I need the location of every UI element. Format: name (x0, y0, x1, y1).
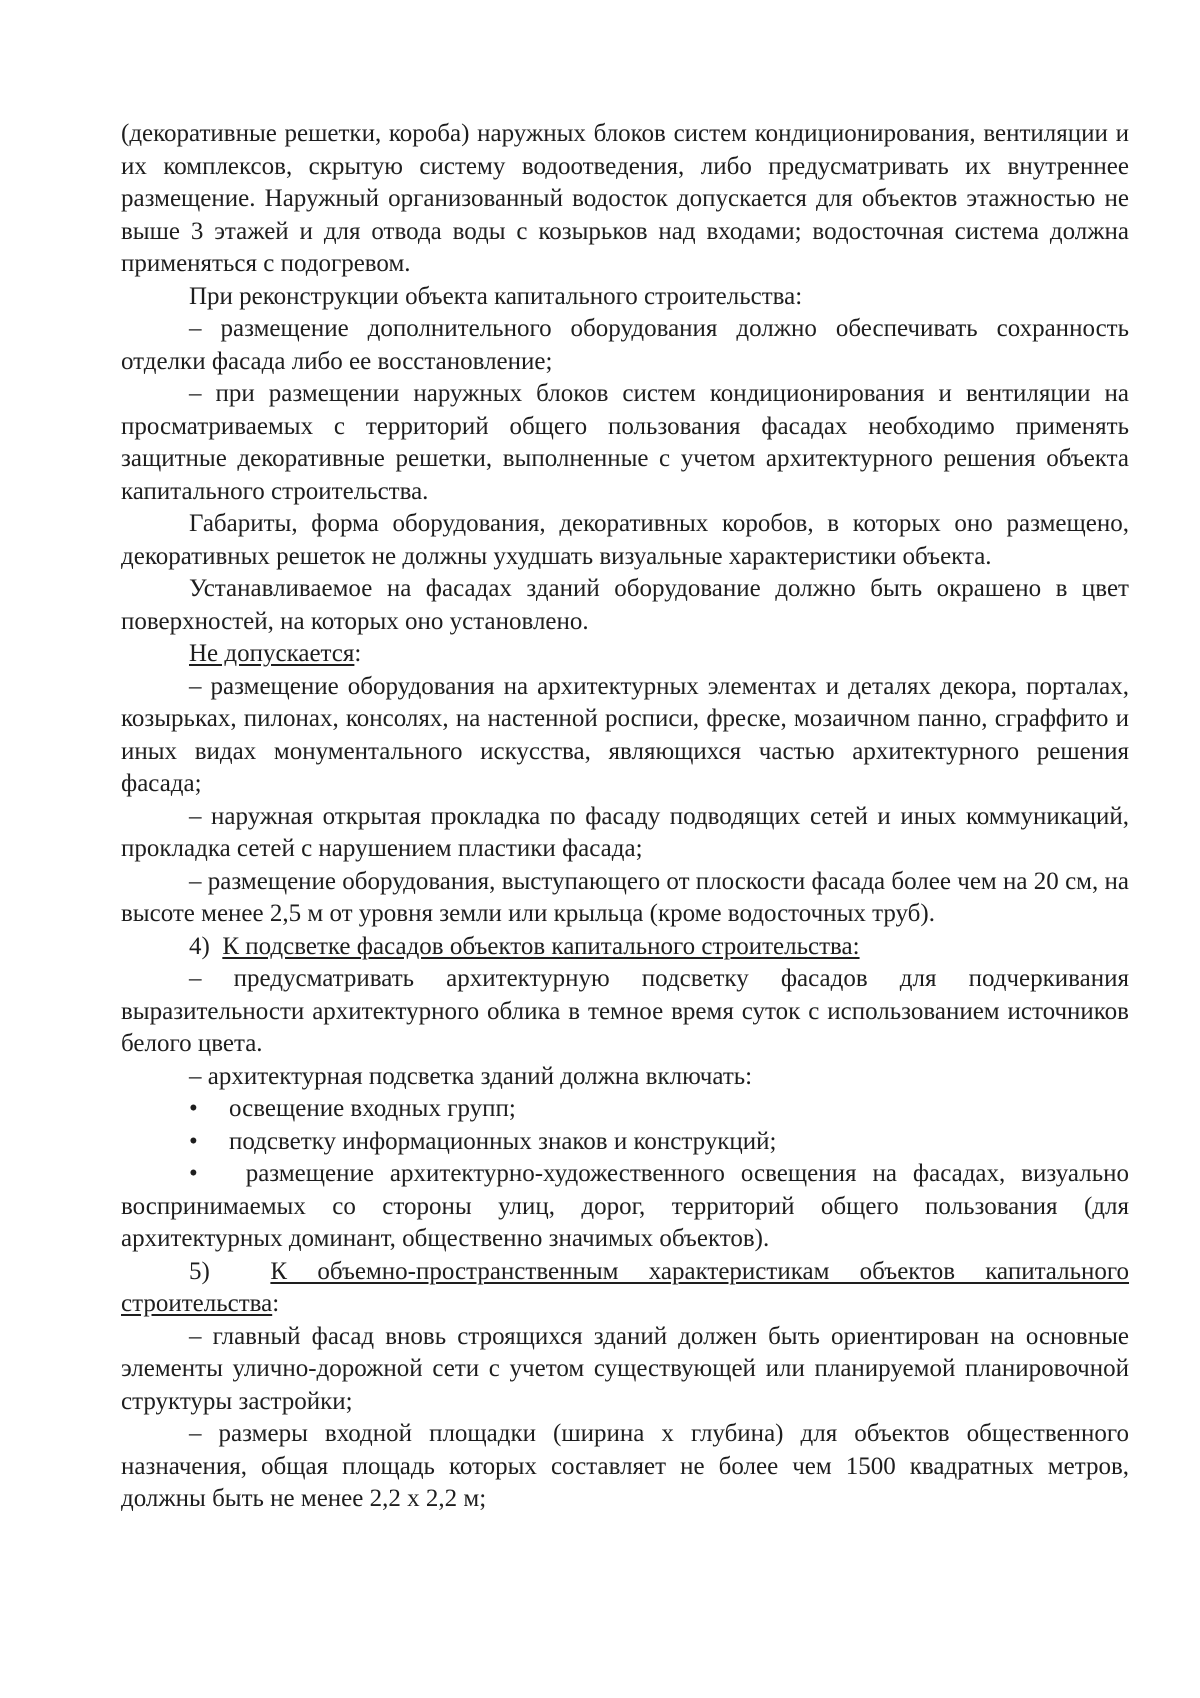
heading-not-allowed-text: Не допускается (189, 640, 355, 667)
heading-not-allowed-colon: : (354, 640, 362, 667)
heading-item-4-number: 4) (189, 932, 210, 960)
heading-item-5 (121, 1256, 1129, 1321)
paragraph-main-facade: – главный фасад вновь строящихся зданий должен быть ориентирован на основные элементы улично-дорожной сети с учетом существующей или планируемой планировочной структуры застройки; (121, 1322, 1129, 1415)
paragraph-painting: Устанавливаемое на фасадах зданий оборудование должно быть окрашено в цвет поверхностей, на которых оно установлено. (121, 575, 1129, 635)
paragraph-prohibited-protrusion: – размещение оборудования, выступающего от плоскости фасада более чем на 20 см, на высоте менее 2,5 м от уровня земли или крыльца (кроме водосточных труб). (121, 867, 1129, 927)
document-page (121, 118, 1129, 1516)
bullet-item-3 (121, 1158, 1129, 1256)
bullet-icon: • (189, 1160, 198, 1187)
bullet-item-2-text: подсветку информационных знаков и конструкций; (229, 1127, 777, 1155)
paragraph-prohibited-networks: – наружная открытая прокладка по фасаду подводящих сетей и иных коммуникаций, прокладка сетей с нарушением пластики фасада; (121, 802, 1129, 862)
paragraph-reconstruction: При реконструкции объекта капитального строительства: (189, 282, 803, 310)
heading-item-4 (121, 931, 1129, 964)
heading-item-4-text: К подсветке фасадов объектов капитального строительства: (222, 932, 860, 960)
paragraph-facade-equipment: (декоративные решетки, короба) наружных блоков систем кондиционирования, вентиляции и их комплексов, скрытую систему водоотведения, либо предусматривать их внутреннее размещение. Наружный организованный водосток допускается для объектов этажностью не выше 3 этажей и для отвода воды с козырьков над входами; водосточная система должна применяться с подогревом. (121, 120, 1129, 277)
paragraph-lighting: – предусматривать архитектурную подсветку фасадов для подчеркивания выразительности архитектурного облика в темное время суток с использованием источников белого цвета. (121, 965, 1129, 1057)
bullet-item-1-text: освещение входных групп; (229, 1095, 516, 1122)
paragraph-dimensions: Габариты, форма оборудования, декоративных коробов, в которых оно размещено, декоративных решеток не должны ухудшать визуальные характеристики объекта. (121, 510, 1129, 570)
paragraph-entrance-size: – размеры входной площадки (ширина х глубина) для объектов общественного назначения, общая площадь которых составляет не более чем 1500 квадратных метров, должны быть не менее 2,2 х 2,2 м; (121, 1420, 1129, 1512)
paragraph-prohibited-placement: – размещение оборудования на архитектурных элементах и деталях декора, порталах, козырьках, пилонах, консолях, на настенной росписи, фреске, мозаичном панно, сграффито и иных видах монументального искусства, являющихся частью архитектурного решения фасада; (121, 672, 1129, 797)
paragraph-additional-equipment: – размещение дополнительного оборудования должно обеспечивать сохранность отделки фасада либо ее восстановление; (121, 315, 1129, 375)
heading-item-5-colon: : (272, 1290, 280, 1317)
bullet-icon: • (189, 1127, 198, 1155)
heading-item-5-text: К объемно-пространственным характеристикам объектов капитального строительства (121, 1257, 1130, 1317)
paragraph-outdoor-units: – при размещении наружных блоков систем кондиционирования и вентиляции на просматриваемых с территорий общего пользования фасадах необходимо применять защитные декоративные решетки, выполненные с учетом архитектурного решения объекта капитального строительства. (121, 380, 1129, 505)
bullet-item-1 (121, 1093, 1129, 1126)
heading-not-allowed (121, 638, 1129, 671)
bullet-item-2 (121, 1126, 1129, 1159)
paragraph-lighting-includes: – архитектурная подсветка зданий должна включать: (189, 1062, 753, 1090)
bullet-item-3-text: размещение архитектурно-художественного освещения на фасадах, визуально воспринимаемых со стороны улиц, дорог, территорий общего пользования (для архитектурных доминант, общественно значимых объектов). (121, 1160, 1130, 1252)
heading-item-5-number: 5) (189, 1257, 210, 1285)
bullet-icon: • (189, 1095, 198, 1122)
